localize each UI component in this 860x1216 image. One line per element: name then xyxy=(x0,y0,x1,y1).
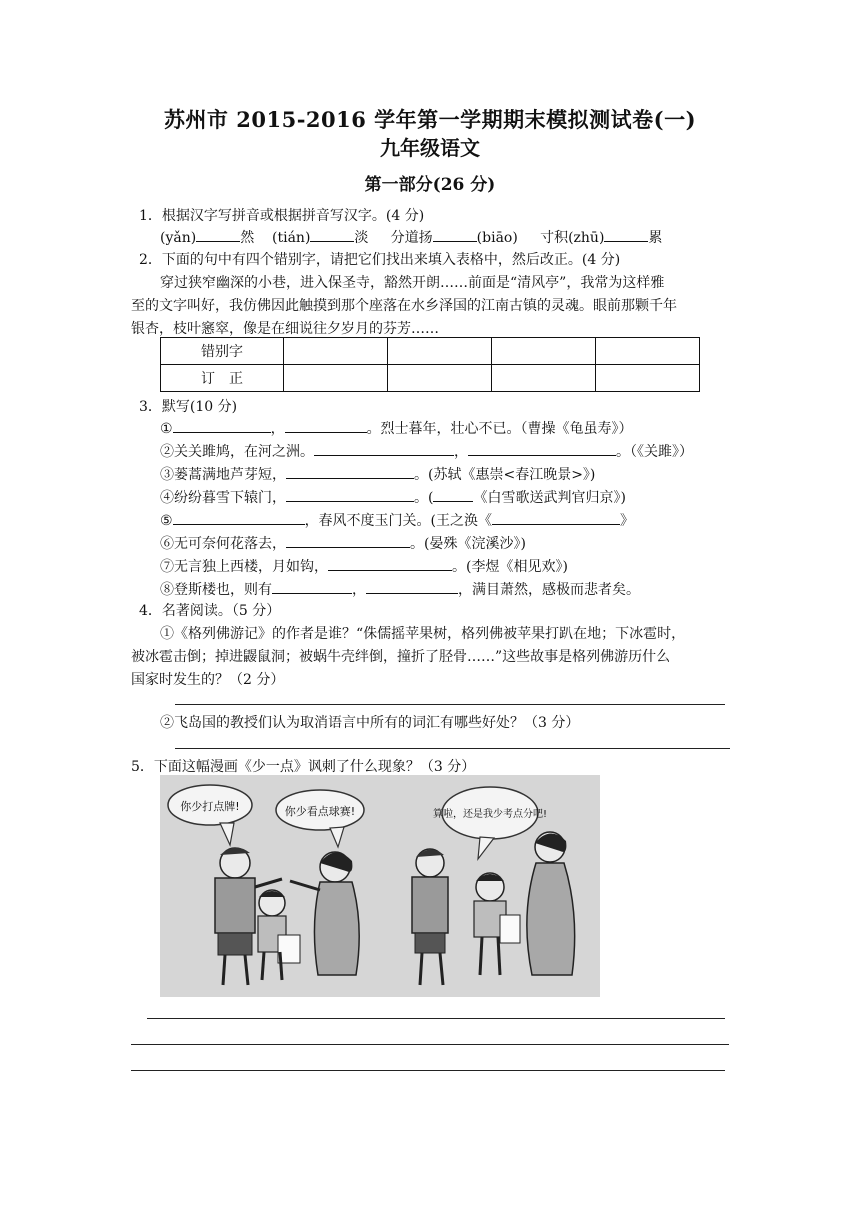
table-cell[interactable] xyxy=(388,365,492,392)
answer-line[interactable] xyxy=(131,1070,725,1071)
recite-blank[interactable] xyxy=(286,487,414,502)
exam-subtitle: 九年级语文 xyxy=(380,136,480,160)
bubble-text-2: 你少看点球赛! xyxy=(284,805,356,818)
recite-blank[interactable] xyxy=(173,510,305,525)
q4-stem: 4．名著阅读。（5 分） xyxy=(139,603,281,619)
recite-blank[interactable] xyxy=(314,441,454,456)
q1-items: (yǎn) 然 (tián) 淡 分道扬 (biāo) 寸积(zhū) 累 xyxy=(160,227,662,248)
q4-paragraph-line: 被冰雹击倒；掉进鼹鼠洞；被蜗牛壳绊倒，撞折了胫骨……”这些故事是格列佛游历什么 xyxy=(131,649,671,665)
q1-blank-3[interactable] xyxy=(433,227,477,242)
recite-blank[interactable] xyxy=(492,510,620,525)
recite-blank[interactable] xyxy=(286,464,414,479)
q4-paragraph-line: 国家时发生的？（2 分） xyxy=(131,672,285,688)
exam-title: 苏州市 2015-2016 学年第一学期期末模拟测试卷(一) xyxy=(163,107,697,132)
q3-line-7: ⑦无言独上西楼，月如钩， 。(李煜《相见欢》) xyxy=(160,556,568,577)
q1-blank-2[interactable] xyxy=(310,227,354,242)
q2-passage-line: 穿过狭窄幽深的小巷，进入保圣寺，豁然开朗……前面是“清风亭”，我常为这样雅 xyxy=(160,275,665,291)
q1-blank-1[interactable] xyxy=(196,227,240,242)
recite-blank[interactable] xyxy=(433,487,473,502)
recite-blank[interactable] xyxy=(272,579,352,594)
q2-stem: 2．下面的句中有四个错别字，请把它们找出来填入表格中，然后改正。(4 分) xyxy=(139,252,621,268)
q3-line-2: ②关关雎鸠，在河之洲。 ， 。（《关雎》） xyxy=(160,441,693,462)
q1-stem: 1．根据汉字写拼音或根据拼音写汉字。(4 分) xyxy=(139,208,425,224)
q3-line-8: ⑧登斯楼也，则有 ， ，满目萧然，感极而悲者矣。 xyxy=(160,579,640,600)
cartoon-illustration xyxy=(160,775,600,997)
recite-blank[interactable] xyxy=(173,418,271,433)
recite-blank[interactable] xyxy=(286,533,410,548)
q3-stem: 3．默写(10 分) xyxy=(139,399,238,415)
answer-line[interactable] xyxy=(175,748,730,749)
table-cell[interactable] xyxy=(596,365,700,392)
bubble-text-1: 你少打点牌! xyxy=(180,800,240,813)
recite-blank[interactable] xyxy=(285,418,367,433)
table-cell[interactable] xyxy=(492,365,596,392)
q3-line-6: ⑥无可奈何花落去， 。(晏殊《浣溪沙》) xyxy=(160,533,526,554)
part-heading: 第一部分(26 分) xyxy=(364,175,496,195)
cartoon-image xyxy=(160,775,600,997)
q3-line-4: ④纷纷暮雪下辕门， 。( 《白雪歌送武判官归京》) xyxy=(160,487,626,508)
bubble-text-3: 算啦，还是我少考点分吧! xyxy=(432,809,548,820)
table-cell[interactable] xyxy=(284,365,388,392)
q3-line-1: ① ， 。烈士暮年，壮心不已。（曹操《龟虽寿》） xyxy=(160,418,633,439)
recite-blank[interactable] xyxy=(468,441,616,456)
table-cell[interactable] xyxy=(284,338,388,365)
q1-blank-4[interactable] xyxy=(604,227,648,242)
answer-line[interactable] xyxy=(147,1018,725,1019)
typo-table xyxy=(160,337,700,392)
table-cell[interactable] xyxy=(596,338,700,365)
table-row xyxy=(161,365,700,392)
q5-stem: 5．下面这幅漫画《少一点》讽刺了什么现象？（3 分） xyxy=(131,759,476,775)
recite-blank[interactable] xyxy=(366,579,458,594)
q4-paragraph-line: ①《格列佛游记》的作者是谁？“侏儒摇苹果树，格列佛被苹果打趴在地；下冰雹时， xyxy=(160,626,686,642)
q2-passage-line: 银杏，枝叶窸窣，像是在细说往夕岁月的芬芳…… xyxy=(131,321,439,337)
table-row xyxy=(161,338,700,365)
q3-line-3: ③蒌蒿满地芦芽短， 。(苏轼《惠崇<春江晚景>》) xyxy=(160,464,595,485)
q3-line-5: ⑤ ，春风不度玉门关。(王之涣《 》 xyxy=(160,510,634,531)
answer-line[interactable] xyxy=(175,704,725,705)
table-row-label: 订 正 xyxy=(161,365,284,392)
table-row-label: 错别字 xyxy=(161,338,284,365)
table-cell[interactable] xyxy=(492,338,596,365)
q4-question-2: ②飞岛国的教授们认为取消语言中所有的词汇有哪些好处？（3 分） xyxy=(160,715,580,731)
q2-passage-line: 至的文字叫好，我仿佛因此触摸到那个座落在水乡泽国的江南古镇的灵魂。眼前那颗千年 xyxy=(131,298,677,314)
recite-blank[interactable] xyxy=(328,556,452,571)
table-cell[interactable] xyxy=(388,338,492,365)
answer-line[interactable] xyxy=(131,1044,729,1045)
